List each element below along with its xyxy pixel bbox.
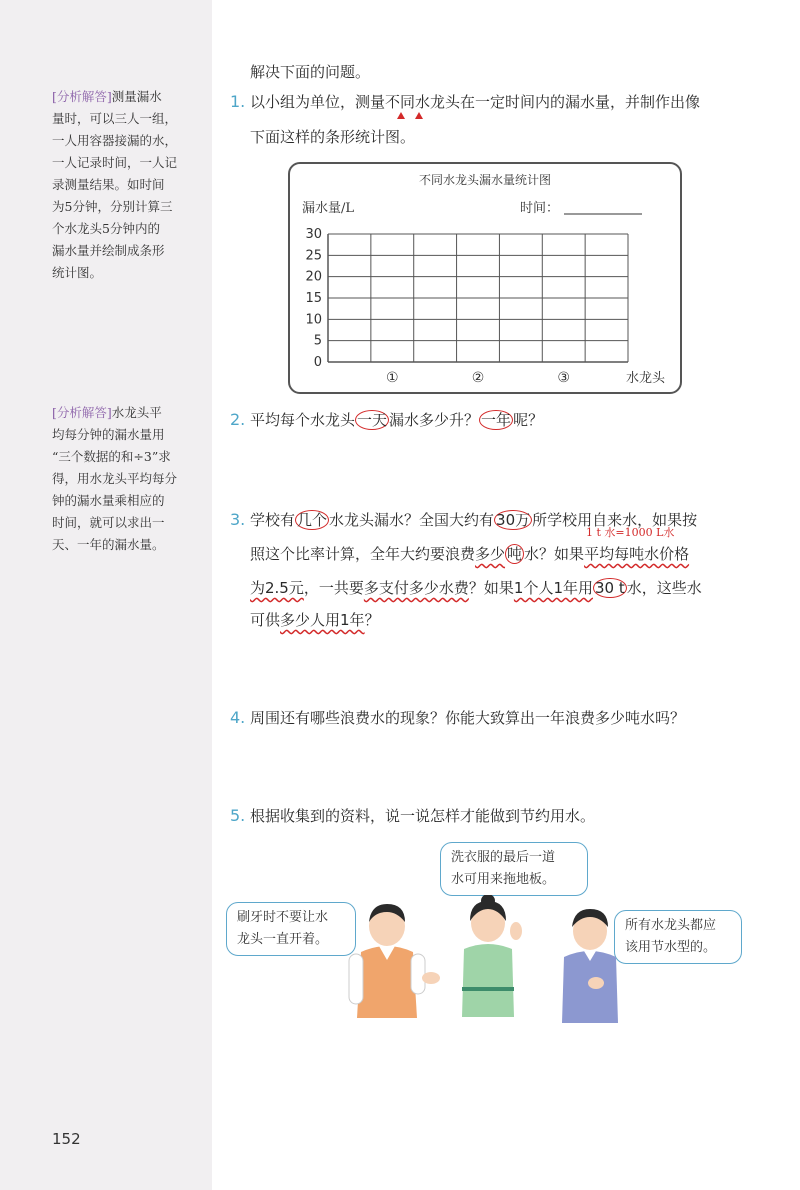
q2-text: 平均每个水龙头 <box>250 411 356 429</box>
note-line: 水龙头平 <box>111 405 162 420</box>
q3-underlined-text: 平均每吨水价格 <box>584 545 690 563</box>
q3-text: 水？如果 <box>524 545 585 563</box>
bar-chart <box>290 164 680 392</box>
q2-text: 呢？ <box>513 411 544 429</box>
y-tick-label: 20 <box>305 269 322 285</box>
x-axis-ticks <box>386 370 570 386</box>
note-line: 钟的漏水量乘相应的 <box>52 493 165 508</box>
question-4-number: 4. <box>230 708 246 727</box>
bubble-text: 该用节水型的。 <box>625 940 717 955</box>
y-tick-label: 0 <box>313 355 322 370</box>
note-line: 量时，可以三人一组， <box>52 111 178 126</box>
question-1-line-1 <box>250 92 700 112</box>
note-line: 一人用容器接漏的水， <box>52 133 178 148</box>
y-axis-label: 漏水量/L <box>302 201 355 216</box>
caret-marks-icon <box>395 110 435 120</box>
chart-grid <box>328 234 628 362</box>
question-3-line-2 <box>250 544 689 564</box>
question-3-line-4 <box>250 610 380 630</box>
x-axis-label: 水龙头 <box>626 371 666 386</box>
q3-circled-text: 30万 <box>496 511 531 529</box>
intro-text: 解决下面的问题。 <box>250 63 371 81</box>
boy-with-orange-vest-illustration <box>345 900 440 1030</box>
note-line: 测量漏水 <box>111 89 162 104</box>
bubble-text: 水可用来拖地板。 <box>451 872 556 887</box>
q3-circled-text: 吨 <box>507 545 523 563</box>
note-line: 为5分钟，分别计算三 <box>52 199 173 214</box>
question-1-number: 1. <box>230 92 246 111</box>
q2-circled-text: 一天 <box>357 411 388 429</box>
q3-underlined-text: 多少 <box>475 545 506 563</box>
page-number: 152 <box>52 1130 81 1148</box>
note-line: 天、一年的漏水量。 <box>52 537 165 552</box>
question-3-line-3 <box>250 578 702 598</box>
analysis-note-1 <box>52 86 204 284</box>
speech-bubble-3 <box>614 910 742 964</box>
analysis-tag: [分析解答] <box>52 89 112 104</box>
q1-marked-text: 不同 <box>385 93 416 111</box>
q3-circled-text: 几个 <box>297 511 328 529</box>
analysis-tag: [分析解答] <box>52 405 112 420</box>
q3-text: 照这个比率计算，全年大约要浪费 <box>250 545 476 563</box>
question-4-text: 周围还有哪些浪费水的现象？你能大致算出一年浪费多少吨水吗？ <box>250 709 686 727</box>
speech-bubble-1 <box>226 902 356 956</box>
q3-text: 水龙头漏水？全国大约有 <box>329 511 495 529</box>
q3-text: 学校有 <box>250 511 296 529</box>
x-tick-label: ② <box>471 370 485 386</box>
question-2-text <box>250 410 543 430</box>
chart-title: 不同水龙头漏水量统计图 <box>418 173 552 187</box>
y-tick-label: 30 <box>305 227 322 242</box>
note-line: “三个数据的和÷3”求 <box>52 449 171 464</box>
bubble-text: 所有水龙头都应 <box>625 918 717 933</box>
q3-underlined-text: 多少人用1年 <box>280 611 365 629</box>
note-line: 个水龙头5分钟内的 <box>52 221 160 236</box>
bar-chart-frame <box>288 162 682 394</box>
y-axis-ticks <box>305 227 322 370</box>
bubble-text: 刷牙时不要让水 <box>237 910 329 925</box>
q3-underlined-text: 为2.5元 <box>250 579 304 597</box>
q3-underlined-text: 多支付多少水费 <box>363 579 469 597</box>
q3-text: 可供 <box>250 611 281 629</box>
q3-text: ？如果 <box>468 579 514 597</box>
unit-annotation: 1 t 水=1000 L水 <box>586 526 675 539</box>
note-line: 均每分钟的漏水量用 <box>52 427 165 442</box>
note-line: 漏水量并绘制成条形 <box>52 243 165 258</box>
x-tick-label: ① <box>386 370 399 386</box>
q3-circled-text: 30 t <box>595 579 625 597</box>
time-label: 时间： <box>520 201 560 216</box>
note-line: 得，用水龙头平均每分 <box>52 471 178 486</box>
boy-with-blue-sweater-illustration <box>556 905 626 1030</box>
q3-text: 所学校用自来水，如果按 <box>532 511 698 529</box>
y-tick-label: 25 <box>305 248 322 264</box>
q3-underlined-text: 1个人1年用 <box>513 579 593 597</box>
y-tick-label: 15 <box>305 291 322 306</box>
note-line: 时间，就可以求出一 <box>52 515 165 530</box>
margin-sidebar <box>0 0 212 1190</box>
q3-text: ，一共要 <box>303 579 364 597</box>
bubble-text: 洗衣服的最后一道 <box>451 850 556 865</box>
bubble-text: 龙头一直开着。 <box>237 932 329 947</box>
analysis-note-2 <box>52 402 204 556</box>
q3-text: ？ <box>364 611 380 629</box>
question-5-number: 5. <box>230 806 246 825</box>
q1-text: 以小组为单位，测量 <box>250 93 386 111</box>
note-line: 录测量结果。如时间 <box>52 177 165 192</box>
y-tick-label: 10 <box>305 312 322 328</box>
question-2-number: 2. <box>230 410 246 429</box>
question-3-number: 3. <box>230 510 246 529</box>
q3-text: 水，这些水 <box>626 579 702 597</box>
girl-with-green-shirt-illustration <box>450 895 530 1030</box>
q2-text: 漏水多少升？ <box>389 411 480 429</box>
note-line: 统计图。 <box>52 265 103 280</box>
x-tick-label: ③ <box>557 370 570 386</box>
note-line: 一人记录时间，一人记 <box>52 155 178 170</box>
y-tick-label: 5 <box>313 333 322 349</box>
speech-bubble-2 <box>440 842 588 896</box>
question-5-text: 根据收集到的资料，说一说怎样才能做到节约用水。 <box>250 807 596 825</box>
question-1-line-2: 下面这样的条形统计图。 <box>250 128 416 146</box>
q1-text: 水龙头在一定时间内的漏水量，并制作出像 <box>415 93 701 111</box>
q2-circled-text: 一年 <box>481 411 512 429</box>
